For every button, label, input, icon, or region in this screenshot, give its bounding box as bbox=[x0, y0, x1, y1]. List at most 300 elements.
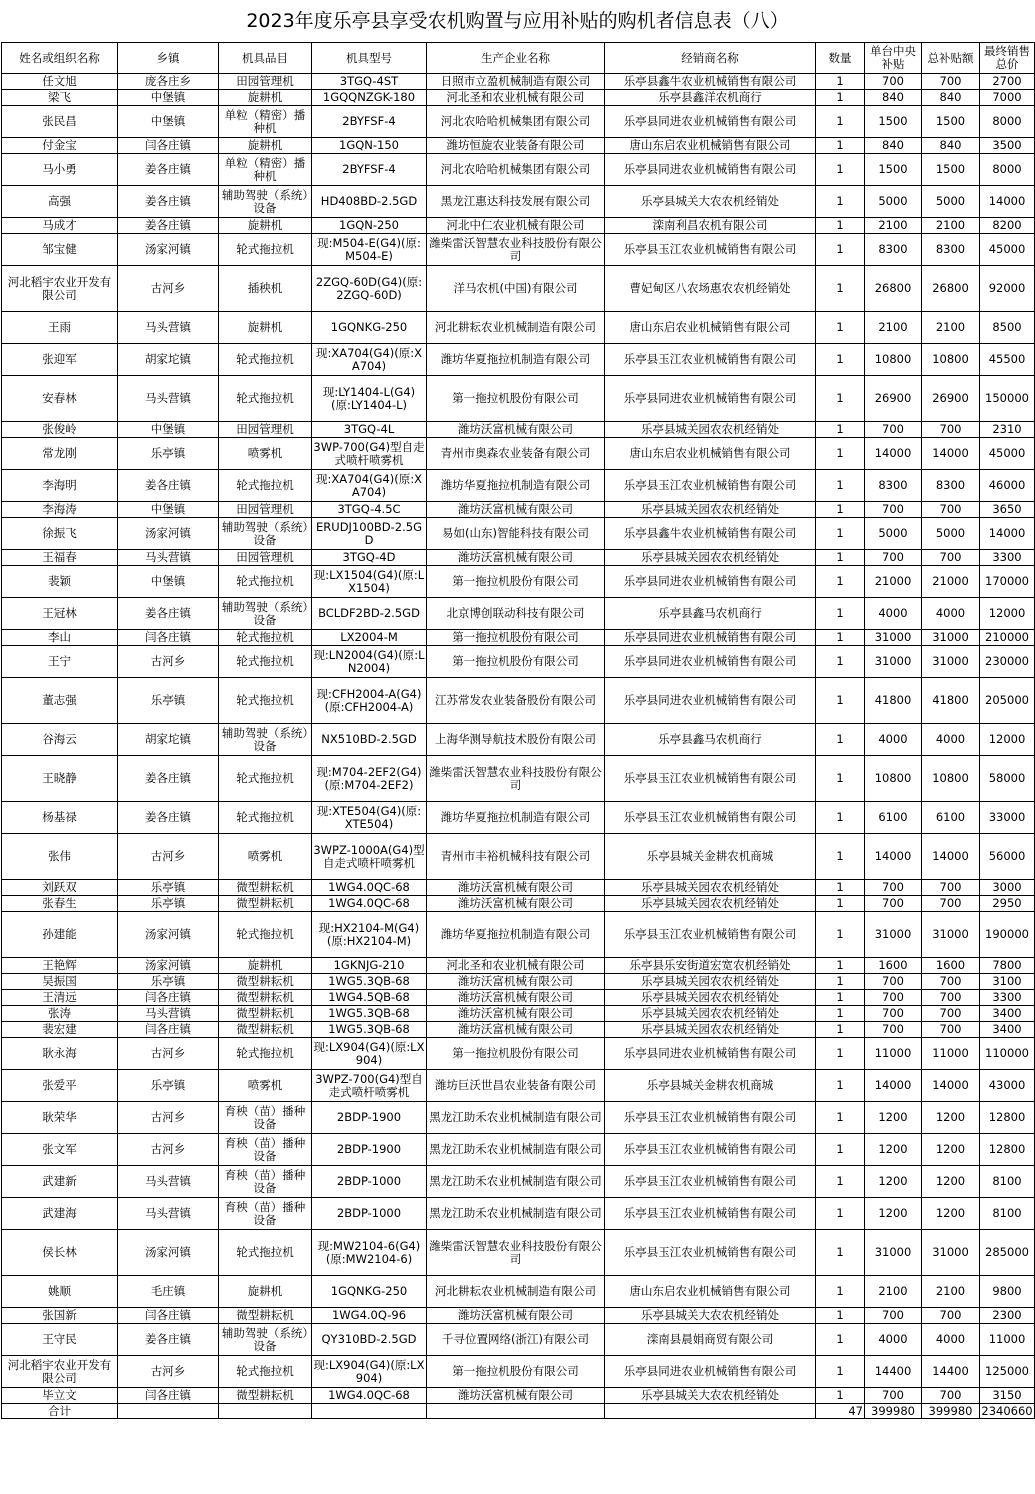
cell-manufacturer: 日照市立盈机械制造有限公司 bbox=[427, 74, 605, 90]
table-row bbox=[2, 1038, 1035, 1070]
cell-township: 姜各庄镇 bbox=[118, 154, 219, 186]
cell-name: 王宁 bbox=[2, 646, 118, 678]
table-row bbox=[2, 1308, 1035, 1324]
cell-quantity: 1 bbox=[816, 1006, 865, 1022]
cell-manufacturer: 潍坊沃富机械有限公司 bbox=[427, 502, 605, 518]
cell-dealer: 乐亭县同进农业机械销售有限公司 bbox=[605, 678, 816, 724]
cell-central-subsidy: 5000 bbox=[865, 518, 922, 550]
cell-model: LX2004-M bbox=[312, 630, 427, 646]
table-row bbox=[2, 1102, 1035, 1134]
cell-township: 马头营镇 bbox=[118, 1006, 219, 1022]
cell-total-subsidy: 700 bbox=[922, 1022, 980, 1038]
cell-sale-total: 7800 bbox=[980, 958, 1035, 974]
cell-central-subsidy: 4000 bbox=[865, 598, 922, 630]
cell-name: 姚顺 bbox=[2, 1276, 118, 1308]
cell-central-subsidy: 700 bbox=[865, 74, 922, 90]
cell-manufacturer: 潍坊沃富机械有限公司 bbox=[427, 1006, 605, 1022]
cell-dealer: 乐亭县玉江农业机械销售有限公司 bbox=[605, 1230, 816, 1276]
cell-category: 辅助驾驶（系统）设备 bbox=[219, 518, 312, 550]
cell-central-subsidy: 8300 bbox=[865, 470, 922, 502]
cell-township: 马头营镇 bbox=[118, 550, 219, 566]
cell-total-subsidy: 10800 bbox=[922, 756, 980, 802]
table-row bbox=[2, 912, 1035, 958]
cell-central-subsidy: 700 bbox=[865, 1388, 922, 1404]
cell-name: 裴宏建 bbox=[2, 1022, 118, 1038]
cell-category: 辅助驾驶（系统）设备 bbox=[219, 724, 312, 756]
cell-central-subsidy: 700 bbox=[865, 1308, 922, 1324]
cell-dealer: 乐亭县乐安街道宏宽农机经销处 bbox=[605, 958, 816, 974]
cell-name: 王艳辉 bbox=[2, 958, 118, 974]
cell-central-subsidy: 26900 bbox=[865, 376, 922, 422]
cell-dealer: 乐亭县同进农业机械销售有限公司 bbox=[605, 646, 816, 678]
cell-category: 田园管理机 bbox=[219, 74, 312, 90]
table-row bbox=[2, 154, 1035, 186]
cell-township: 汤家河镇 bbox=[118, 1230, 219, 1276]
cell-dealer: 乐亭县玉江农业机械销售有限公司 bbox=[605, 470, 816, 502]
cell-quantity: 1 bbox=[816, 756, 865, 802]
cell-quantity: 1 bbox=[816, 990, 865, 1006]
cell-name: 张伟 bbox=[2, 834, 118, 880]
cell-name: 王福春 bbox=[2, 550, 118, 566]
cell-central-subsidy: 700 bbox=[865, 422, 922, 438]
cell-model: 3TGQ-4D bbox=[312, 550, 427, 566]
cell-sale-total: 58000 bbox=[980, 756, 1035, 802]
cell-name: 王守民 bbox=[2, 1324, 118, 1356]
cell-category: 微型耕耘机 bbox=[219, 974, 312, 990]
cell-total-subsidy: 700 bbox=[922, 1388, 980, 1404]
cell-manufacturer: 黑龙江助禾农业机械制造有限公司 bbox=[427, 1198, 605, 1230]
page-title: 2023年度乐亭县享受农机购置与应用补贴的购机者信息表（八） bbox=[246, 10, 789, 32]
cell-manufacturer: 第一拖拉机股份有限公司 bbox=[427, 630, 605, 646]
cell-total-subsidy: 31000 bbox=[922, 912, 980, 958]
cell-quantity: 1 bbox=[816, 90, 865, 106]
cell-total-subsidy: 26900 bbox=[922, 376, 980, 422]
total-subsidy: 399980 bbox=[922, 1404, 980, 1419]
cell-central-subsidy: 1200 bbox=[865, 1134, 922, 1166]
cell-name: 马小勇 bbox=[2, 154, 118, 186]
cell-central-subsidy: 31000 bbox=[865, 1230, 922, 1276]
cell-manufacturer: 河北农哈哈机械集团有限公司 bbox=[427, 154, 605, 186]
cell-name: 马成才 bbox=[2, 218, 118, 234]
cell-dealer: 乐亭县玉江农业机械销售有限公司 bbox=[605, 1102, 816, 1134]
cell-sale-total: 190000 bbox=[980, 912, 1035, 958]
table-row bbox=[2, 880, 1035, 896]
cell-name: 付金宝 bbox=[2, 138, 118, 154]
cell-name: 张国新 bbox=[2, 1308, 118, 1324]
cell-name: 谷海云 bbox=[2, 724, 118, 756]
table-row bbox=[2, 958, 1035, 974]
cell-category: 轮式拖拉机 bbox=[219, 678, 312, 724]
cell-township: 姜各庄镇 bbox=[118, 598, 219, 630]
cell-township: 乐亭镇 bbox=[118, 1070, 219, 1102]
cell-model: 现:LX904(G4)(原:LX904) bbox=[312, 1356, 427, 1388]
cell-name: 张民昌 bbox=[2, 106, 118, 138]
cell-total-subsidy: 11000 bbox=[922, 1038, 980, 1070]
cell-township: 乐亭镇 bbox=[118, 880, 219, 896]
cell-total-subsidy: 5000 bbox=[922, 186, 980, 218]
cell-township: 闫各庄镇 bbox=[118, 1308, 219, 1324]
cell-model: 现:XA704(G4)(原:XA704) bbox=[312, 344, 427, 376]
cell-dealer: 滦南利昌农机有限公司 bbox=[605, 218, 816, 234]
cell-sale-total: 45000 bbox=[980, 438, 1035, 470]
cell-dealer: 乐亭县同进农业机械销售有限公司 bbox=[605, 1038, 816, 1070]
cell-dealer: 乐亭县城关园农农机经销处 bbox=[605, 896, 816, 912]
cell-category: 轮式拖拉机 bbox=[219, 376, 312, 422]
cell-total-subsidy: 700 bbox=[922, 74, 980, 90]
table-row bbox=[2, 724, 1035, 756]
cell-model: BCLDF2BD-2.5GD bbox=[312, 598, 427, 630]
cell-category: 旋耕机 bbox=[219, 312, 312, 344]
cell-manufacturer: 江苏常发农业装备股份有限公司 bbox=[427, 678, 605, 724]
cell-sale-total: 46000 bbox=[980, 470, 1035, 502]
cell-sale-total: 92000 bbox=[980, 266, 1035, 312]
cell-dealer: 乐亭县玉江农业机械销售有限公司 bbox=[605, 912, 816, 958]
cell-dealer: 唐山东启农业机械销售有限公司 bbox=[605, 1276, 816, 1308]
cell-quantity: 1 bbox=[816, 470, 865, 502]
cell-township: 古河乡 bbox=[118, 1134, 219, 1166]
cell-dealer: 唐山东启农业机械销售有限公司 bbox=[605, 438, 816, 470]
table-row bbox=[2, 834, 1035, 880]
cell-township: 姜各庄镇 bbox=[118, 756, 219, 802]
cell-model: 2BYFSF-4 bbox=[312, 154, 427, 186]
cell-category: 单粒（精密）播种机 bbox=[219, 106, 312, 138]
cell-township: 闫各庄镇 bbox=[118, 1388, 219, 1404]
cell-total-subsidy: 700 bbox=[922, 896, 980, 912]
cell-central-subsidy: 1200 bbox=[865, 1166, 922, 1198]
info-table bbox=[1, 42, 1035, 1419]
table-row bbox=[2, 566, 1035, 598]
cell-name: 耿荣华 bbox=[2, 1102, 118, 1134]
cell-township: 汤家河镇 bbox=[118, 518, 219, 550]
cell-township: 汤家河镇 bbox=[118, 912, 219, 958]
cell-quantity: 1 bbox=[816, 186, 865, 218]
cell-category: 田园管理机 bbox=[219, 422, 312, 438]
cell-township: 闫各庄镇 bbox=[118, 630, 219, 646]
cell-model: 现:XTE504(G4)(原:XTE504) bbox=[312, 802, 427, 834]
cell-central-subsidy: 840 bbox=[865, 138, 922, 154]
table-row bbox=[2, 550, 1035, 566]
cell-model: 1GQNKG-250 bbox=[312, 1276, 427, 1308]
table-row bbox=[2, 218, 1035, 234]
cell-sale-total: 170000 bbox=[980, 566, 1035, 598]
cell-sale-total: 3650 bbox=[980, 502, 1035, 518]
cell-model: 1WG4.0QC-68 bbox=[312, 1388, 427, 1404]
cell-sale-total: 12000 bbox=[980, 598, 1035, 630]
cell-sale-total: 210000 bbox=[980, 630, 1035, 646]
cell-category: 单粒（精密）播种机 bbox=[219, 154, 312, 186]
cell-dealer: 乐亭县同进农业机械销售有限公司 bbox=[605, 1356, 816, 1388]
cell-dealer: 乐亭县鑫牛农业机械销售有限公司 bbox=[605, 74, 816, 90]
cell-township: 姜各庄镇 bbox=[118, 470, 219, 502]
cell-township: 汤家河镇 bbox=[118, 234, 219, 266]
cell-category: 微型耕耘机 bbox=[219, 896, 312, 912]
cell-township: 马头营镇 bbox=[118, 1198, 219, 1230]
cell-dealer: 乐亭县鑫马农机商行 bbox=[605, 598, 816, 630]
cell-township: 胡家坨镇 bbox=[118, 344, 219, 376]
cell-central-subsidy: 4000 bbox=[865, 1324, 922, 1356]
cell-sale-total: 9800 bbox=[980, 1276, 1035, 1308]
cell-manufacturer: 青州市奥森农业装备有限公司 bbox=[427, 438, 605, 470]
col-header-total-subsidy: 总补贴额 bbox=[922, 43, 980, 74]
cell-manufacturer: 黑龙江助禾农业机械制造有限公司 bbox=[427, 1134, 605, 1166]
cell-township: 姜各庄镇 bbox=[118, 186, 219, 218]
table-row bbox=[2, 1166, 1035, 1198]
cell-quantity: 1 bbox=[816, 1198, 865, 1230]
cell-manufacturer: 河北中仁农业机械有限公司 bbox=[427, 218, 605, 234]
total-quantity: 47 bbox=[816, 1404, 865, 1419]
table-row bbox=[2, 1134, 1035, 1166]
cell-model: 2BDP-1000 bbox=[312, 1166, 427, 1198]
cell-sale-total: 3000 bbox=[980, 880, 1035, 896]
cell-dealer: 乐亭县城关园农农机经销处 bbox=[605, 502, 816, 518]
cell-quantity: 1 bbox=[816, 218, 865, 234]
cell-central-subsidy: 10800 bbox=[865, 756, 922, 802]
table-row bbox=[2, 1388, 1035, 1404]
cell-total-subsidy: 41800 bbox=[922, 678, 980, 724]
cell-township: 姜各庄镇 bbox=[118, 802, 219, 834]
cell-dealer: 乐亭县城关园农农机经销处 bbox=[605, 880, 816, 896]
table-row bbox=[2, 1198, 1035, 1230]
cell-sale-total: 3300 bbox=[980, 990, 1035, 1006]
cell-total-subsidy: 2100 bbox=[922, 1276, 980, 1308]
cell-central-subsidy: 700 bbox=[865, 990, 922, 1006]
cell-model: 1GKNJG-210 bbox=[312, 958, 427, 974]
table-body bbox=[2, 74, 1035, 1404]
cell-township: 胡家坨镇 bbox=[118, 724, 219, 756]
cell-manufacturer: 潍坊恒旋农业装备有限公司 bbox=[427, 138, 605, 154]
cell-manufacturer: 洋马农机(中国)有限公司 bbox=[427, 266, 605, 312]
cell-category: 轮式拖拉机 bbox=[219, 344, 312, 376]
cell-model: NX510BD-2.5GD bbox=[312, 724, 427, 756]
total-central-subsidy: 399980 bbox=[865, 1404, 922, 1419]
cell-manufacturer: 潍坊沃富机械有限公司 bbox=[427, 880, 605, 896]
cell-sale-total: 230000 bbox=[980, 646, 1035, 678]
cell-category: 微型耕耘机 bbox=[219, 1308, 312, 1324]
table-row bbox=[2, 896, 1035, 912]
cell-quantity: 1 bbox=[816, 518, 865, 550]
cell-sale-total: 2700 bbox=[980, 74, 1035, 90]
cell-total-subsidy: 10800 bbox=[922, 344, 980, 376]
cell-name: 武建新 bbox=[2, 1166, 118, 1198]
table-row bbox=[2, 90, 1035, 106]
cell-quantity: 1 bbox=[816, 974, 865, 990]
cell-name: 邹宝健 bbox=[2, 234, 118, 266]
cell-dealer: 唐山东启农业机械销售有限公司 bbox=[605, 138, 816, 154]
cell-sale-total: 8200 bbox=[980, 218, 1035, 234]
cell-quantity: 1 bbox=[816, 958, 865, 974]
col-header-category: 机具品目 bbox=[219, 43, 312, 74]
cell-central-subsidy: 14000 bbox=[865, 438, 922, 470]
cell-category: 旋耕机 bbox=[219, 958, 312, 974]
cell-township: 乐亭镇 bbox=[118, 678, 219, 724]
cell-model: 1GQNKG-250 bbox=[312, 312, 427, 344]
cell-manufacturer: 潍坊巨沃世昌农业装备有限公司 bbox=[427, 1070, 605, 1102]
col-header-central-subsidy: 单台中央补贴 bbox=[865, 43, 922, 74]
cell-dealer: 乐亭县城关金耕农机商城 bbox=[605, 1070, 816, 1102]
cell-name: 任文旭 bbox=[2, 74, 118, 90]
cell-sale-total: 3100 bbox=[980, 974, 1035, 990]
cell-manufacturer: 河北圣和农业机械有限公司 bbox=[427, 958, 605, 974]
cell-total-subsidy: 1600 bbox=[922, 958, 980, 974]
cell-model: 现:LY1404-L(G4)(原:LY1404-L) bbox=[312, 376, 427, 422]
cell-township: 姜各庄镇 bbox=[118, 1324, 219, 1356]
cell-dealer: 乐亭县城关园农农机经销处 bbox=[605, 1006, 816, 1022]
cell-model: 现:CFH2004-A(G4)(原:CFH2004-A) bbox=[312, 678, 427, 724]
table-row bbox=[2, 422, 1035, 438]
cell-sale-total: 8100 bbox=[980, 1166, 1035, 1198]
cell-category: 辅助驾驶（系统）设备 bbox=[219, 1324, 312, 1356]
cell-model: 1WG5.3QB-68 bbox=[312, 974, 427, 990]
cell-central-subsidy: 11000 bbox=[865, 1038, 922, 1070]
cell-manufacturer: 千寻位置网络(浙江)有限公司 bbox=[427, 1324, 605, 1356]
cell-central-subsidy: 8300 bbox=[865, 234, 922, 266]
cell-central-subsidy: 700 bbox=[865, 1006, 922, 1022]
cell-central-subsidy: 1200 bbox=[865, 1102, 922, 1134]
cell-category: 轮式拖拉机 bbox=[219, 630, 312, 646]
cell-name: 吴振国 bbox=[2, 974, 118, 990]
col-header-name: 姓名或组织名称 bbox=[2, 43, 118, 74]
cell-sale-total: 14000 bbox=[980, 186, 1035, 218]
cell-sale-total: 7000 bbox=[980, 90, 1035, 106]
cell-name: 梁飞 bbox=[2, 90, 118, 106]
cell-model: 现:M504-E(G4)(原:M504-E) bbox=[312, 234, 427, 266]
cell-model: 1WG5.3QB-68 bbox=[312, 1022, 427, 1038]
cell-central-subsidy: 4000 bbox=[865, 724, 922, 756]
cell-model: HD408BD-2.5GD bbox=[312, 186, 427, 218]
cell-quantity: 1 bbox=[816, 1166, 865, 1198]
cell-quantity: 1 bbox=[816, 1134, 865, 1166]
table-row bbox=[2, 266, 1035, 312]
cell-sale-total: 150000 bbox=[980, 376, 1035, 422]
cell-model: 现:XA704(G4)(原:XA704) bbox=[312, 470, 427, 502]
table-row bbox=[2, 138, 1035, 154]
table-row bbox=[2, 186, 1035, 218]
cell-dealer: 乐亭县玉江农业机械销售有限公司 bbox=[605, 1134, 816, 1166]
cell-quantity: 1 bbox=[816, 312, 865, 344]
cell-township: 中堡镇 bbox=[118, 502, 219, 518]
table-row bbox=[2, 1324, 1035, 1356]
col-header-model: 机具型号 bbox=[312, 43, 427, 74]
cell-manufacturer: 河北农哈哈机械集团有限公司 bbox=[427, 106, 605, 138]
table-row bbox=[2, 990, 1035, 1006]
cell-sale-total: 45000 bbox=[980, 234, 1035, 266]
cell-township: 古河乡 bbox=[118, 834, 219, 880]
cell-sale-total: 14000 bbox=[980, 518, 1035, 550]
cell-dealer: 唐山东启农业机械销售有限公司 bbox=[605, 312, 816, 344]
cell-model: 2BYFSF-4 bbox=[312, 106, 427, 138]
cell-sale-total: 3500 bbox=[980, 138, 1035, 154]
cell-total-subsidy: 14400 bbox=[922, 1356, 980, 1388]
cell-dealer: 乐亭县玉江农业机械销售有限公司 bbox=[605, 756, 816, 802]
cell-township: 姜各庄镇 bbox=[118, 218, 219, 234]
cell-sale-total: 12000 bbox=[980, 724, 1035, 756]
cell-dealer: 乐亭县城关园农农机经销处 bbox=[605, 990, 816, 1006]
cell-central-subsidy: 14000 bbox=[865, 1070, 922, 1102]
cell-township: 马头营镇 bbox=[118, 312, 219, 344]
cell-category: 轮式拖拉机 bbox=[219, 566, 312, 598]
cell-total-subsidy: 26800 bbox=[922, 266, 980, 312]
cell-total-subsidy: 2100 bbox=[922, 218, 980, 234]
cell-central-subsidy: 6100 bbox=[865, 802, 922, 834]
cell-sale-total: 8000 bbox=[980, 154, 1035, 186]
cell-name: 王雨 bbox=[2, 312, 118, 344]
cell-dealer: 乐亭县玉江农业机械销售有限公司 bbox=[605, 1198, 816, 1230]
cell-category: 轮式拖拉机 bbox=[219, 1356, 312, 1388]
cell-total-subsidy: 31000 bbox=[922, 630, 980, 646]
cell-name: 常龙刚 bbox=[2, 438, 118, 470]
cell-model: ERUDJ100BD-2.5GD bbox=[312, 518, 427, 550]
cell-model: 1GQQNZGK-180 bbox=[312, 90, 427, 106]
cell-quantity: 1 bbox=[816, 266, 865, 312]
cell-quantity: 1 bbox=[816, 1308, 865, 1324]
cell-total-subsidy: 4000 bbox=[922, 598, 980, 630]
cell-category: 轮式拖拉机 bbox=[219, 802, 312, 834]
cell-name: 王晓静 bbox=[2, 756, 118, 802]
cell-category: 旋耕机 bbox=[219, 1276, 312, 1308]
cell-model: 3WPZ-1000A(G4)型自走式喷杆喷雾机 bbox=[312, 834, 427, 880]
cell-central-subsidy: 14000 bbox=[865, 834, 922, 880]
cell-township: 古河乡 bbox=[118, 1102, 219, 1134]
cell-quantity: 1 bbox=[816, 344, 865, 376]
cell-manufacturer: 河北圣和农业机械有限公司 bbox=[427, 90, 605, 106]
cell-dealer: 乐亭县城关大农农机经销处 bbox=[605, 186, 816, 218]
cell-quantity: 1 bbox=[816, 646, 865, 678]
cell-dealer: 乐亭县同进农业机械销售有限公司 bbox=[605, 154, 816, 186]
cell-manufacturer: 第一拖拉机股份有限公司 bbox=[427, 646, 605, 678]
cell-central-subsidy: 26800 bbox=[865, 266, 922, 312]
cell-total-subsidy: 700 bbox=[922, 974, 980, 990]
cell-central-subsidy: 21000 bbox=[865, 566, 922, 598]
cell-category: 轮式拖拉机 bbox=[219, 1230, 312, 1276]
cell-sale-total: 3400 bbox=[980, 1022, 1035, 1038]
table-row bbox=[2, 1230, 1035, 1276]
cell-category: 轮式拖拉机 bbox=[219, 1038, 312, 1070]
table-row bbox=[2, 74, 1035, 90]
cell-central-subsidy: 1600 bbox=[865, 958, 922, 974]
cell-name: 耿永海 bbox=[2, 1038, 118, 1070]
cell-sale-total: 11000 bbox=[980, 1324, 1035, 1356]
cell-total-subsidy: 1200 bbox=[922, 1102, 980, 1134]
cell-category: 育秧（苗）播种设备 bbox=[219, 1198, 312, 1230]
cell-township: 闫各庄镇 bbox=[118, 1022, 219, 1038]
cell-township: 中堡镇 bbox=[118, 90, 219, 106]
cell-central-subsidy: 2100 bbox=[865, 218, 922, 234]
cell-name: 张迎军 bbox=[2, 344, 118, 376]
cell-township: 古河乡 bbox=[118, 266, 219, 312]
cell-total-subsidy: 2100 bbox=[922, 312, 980, 344]
total-row bbox=[2, 1404, 1035, 1419]
cell-name: 裴颖 bbox=[2, 566, 118, 598]
cell-model: 2BDP-1900 bbox=[312, 1134, 427, 1166]
cell-quantity: 1 bbox=[816, 566, 865, 598]
table-row bbox=[2, 1356, 1035, 1388]
cell-total-subsidy: 31000 bbox=[922, 1230, 980, 1276]
cell-manufacturer: 潍坊沃富机械有限公司 bbox=[427, 1388, 605, 1404]
cell-category: 喷雾机 bbox=[219, 1070, 312, 1102]
header-row bbox=[2, 43, 1035, 74]
cell-manufacturer: 潍坊华夏拖拉机制造有限公司 bbox=[427, 470, 605, 502]
cell-sale-total: 33000 bbox=[980, 802, 1035, 834]
cell-quantity: 1 bbox=[816, 912, 865, 958]
cell-quantity: 1 bbox=[816, 74, 865, 90]
cell-quantity: 1 bbox=[816, 1070, 865, 1102]
cell-category: 喷雾机 bbox=[219, 438, 312, 470]
table-row bbox=[2, 312, 1035, 344]
cell-model: 1GQN-150 bbox=[312, 138, 427, 154]
cell-model: 2ZGQ-60D(G4)(原:2ZGQ-60D) bbox=[312, 266, 427, 312]
cell-manufacturer: 潍柴雷沃智慧农业科技股份有限公司 bbox=[427, 1230, 605, 1276]
cell-quantity: 1 bbox=[816, 880, 865, 896]
